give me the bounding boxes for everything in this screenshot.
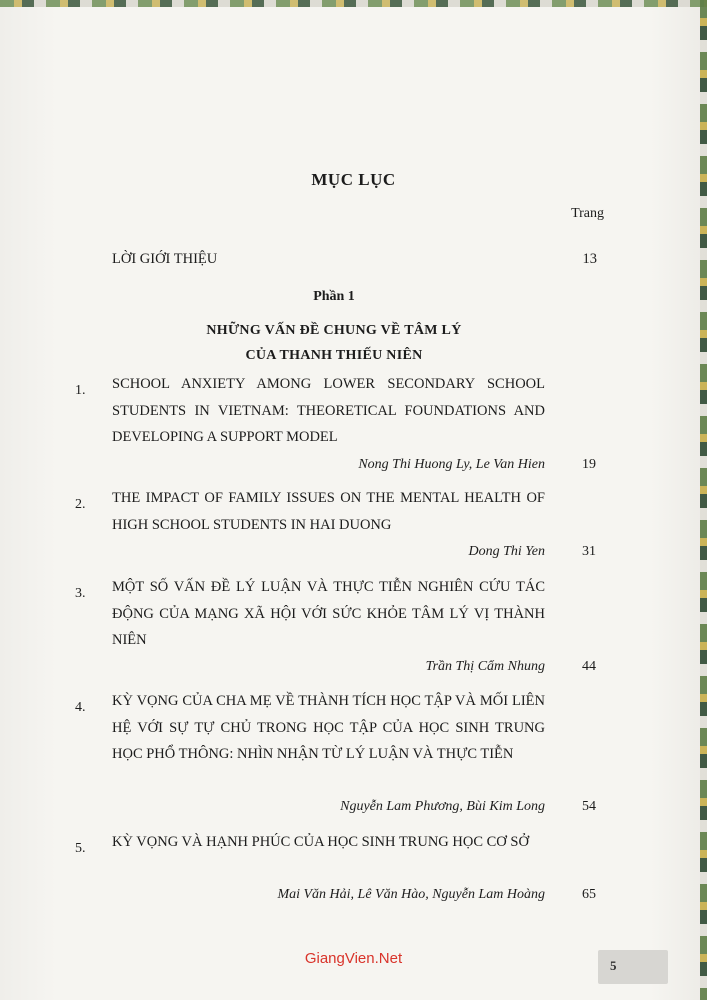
entry-title: THE IMPACT OF FAMILY ISSUES ON THE MENTAL HEALTH OF HIGH SCHOOL STUDENTS IN HAI DUONG <box>112 490 545 533</box>
entry-page-number: 65 <box>582 887 596 902</box>
entry-title: SCHOOL ANXIETY AMONG LOWER SECONDARY SCHOOL STUDENTS IN VIETNAM: THEORETICAL FOUNDATIONS AND DEVELOPING A SUPPORT MODEL <box>112 376 545 445</box>
site-watermark: GiangVien.Net <box>304 950 403 967</box>
cover-edge-top <box>0 0 707 7</box>
entry-page-number: 44 <box>582 659 596 674</box>
entry-page-number: 31 <box>582 544 596 559</box>
entry-title: KỲ VỌNG VÀ HẠNH PHÚC CỦA HỌC SINH TRUNG HỌC CƠ SỞ <box>112 834 529 850</box>
entry-number: 4. <box>75 700 86 715</box>
intro-page-number: 13 <box>582 251 597 267</box>
entry-number: 1. <box>75 383 86 398</box>
entry-authors: Dong Thi Yen <box>468 544 545 559</box>
entry-number: 5. <box>75 841 86 856</box>
entry-authors: Nong Thi Huong Ly, Le Van Hien <box>358 457 545 472</box>
toc-heading: MỤC LỤC <box>311 170 396 189</box>
part-title-line-2: CỦA THANH THIẾU NIÊN <box>245 348 423 363</box>
entry-page-number: 54 <box>582 799 596 814</box>
page-number-badge <box>598 950 668 984</box>
entry-page-number: 19 <box>582 457 596 472</box>
entry-number: 2. <box>75 497 86 512</box>
entry-title: KỲ VỌNG CỦA CHA MẸ VỀ THÀNH TÍCH HỌC TẬP VÀ MỐI LIÊN HỆ VỚI SỰ TỰ CHỦ TRONG HỌC TẬP CỦA HỌC SINH TRUNG HỌC PHỔ THÔNG: NHÌN NHẬN TỪ LÝ LUẬN VÀ THỰC TIỄN <box>112 693 545 762</box>
page-column-label: Trang <box>571 206 604 221</box>
cover-edge-right <box>700 0 707 1000</box>
entry-authors: Nguyễn Lam Phương, Bùi Kim Long <box>340 799 545 814</box>
page-number: 5 <box>610 958 617 973</box>
entry-title: MỘT SỐ VẤN ĐỀ LÝ LUẬN VÀ THỰC TIỄN NGHIÊN CỨU TÁC ĐỘNG CỦA MẠNG XÃ HỘI VỚI SỨC KHỎE TÂM LÝ VỊ THÀNH NIÊN <box>112 579 545 648</box>
intro-label: LỜI GIỚI THIỆU <box>112 251 218 267</box>
entry-authors: Trần Thị Cẩm Nhung <box>425 659 545 674</box>
entry-number: 3. <box>75 586 86 601</box>
part-label: Phần 1 <box>313 289 355 304</box>
part-title-line-1: NHỮNG VẤN ĐỀ CHUNG VỀ TÂM LÝ <box>206 323 462 338</box>
entry-authors: Mai Văn Hải, Lê Văn Hào, Nguyễn Lam Hoàng <box>277 887 545 902</box>
